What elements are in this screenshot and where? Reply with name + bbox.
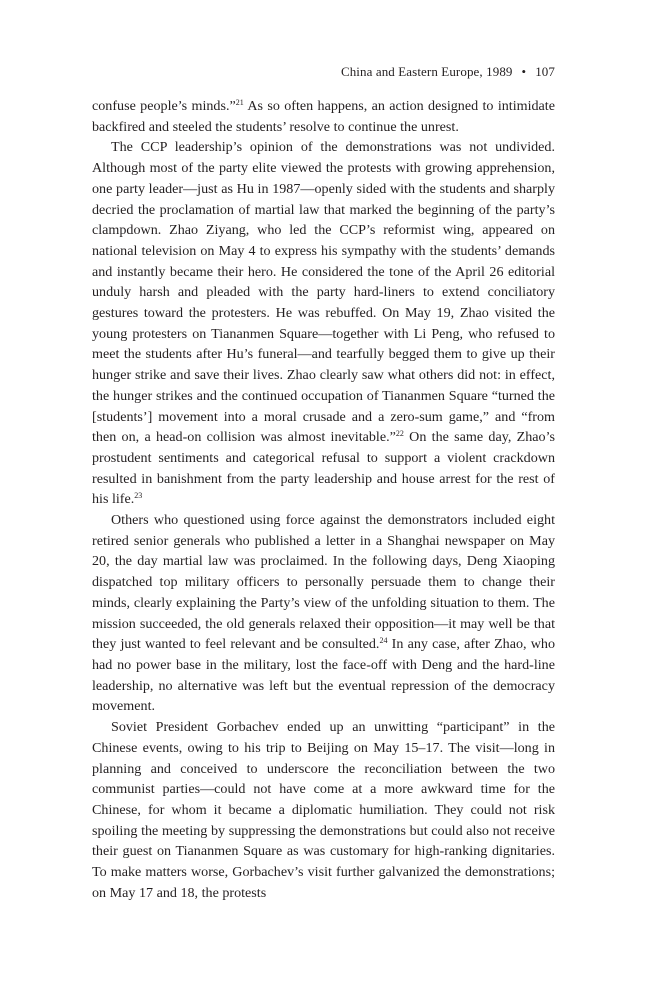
paragraph-4 bbox=[92, 717, 555, 903]
footnote-ref-23: 23 bbox=[134, 491, 143, 501]
footnote-ref-21: 21 bbox=[235, 98, 244, 107]
paragraph-2-text-b: On the same day, Zhao’s prostudent sentiments and categorical refusal to support a violent crackdown resulted in banishment from the party leadership and house arrest for the rest of his life. bbox=[92, 429, 555, 508]
paragraph-1-text-a: confuse people’s minds.” bbox=[92, 98, 236, 114]
paragraph-3-text-b: In any case, after Zhao, who had no power base in the military, lost the face-off with Deng and the hard-line leadership, no alternative was left but the eventual repression of the democracy movement. bbox=[92, 636, 556, 715]
header-separator: • bbox=[521, 64, 527, 79]
paragraph-2-text-a: The CCP leadership’s opinion of the demonstrations was not undivided. Although most of the party elite viewed the protests with growing apprehension, one party leader—just as Hu in 1987—openly sided with the students and sharply decried the proclamation of martial law that marked the beginning of the party’s clampdown. Zhao Ziyang, who led the CCP’s reformist wing, appeared on national television on May 4 to express his sympathy with the students’ demands and instantly became their hero. He considered the tone of the April 26 editorial unduly harsh and pleaded with the party hard-liners to extend conciliatory gestures toward the protesters. He was rebuffed. On May 19, Zhao visited the young protesters on Tiananmen Square—together with Li Peng, who refused to meet the students after Hu’s funeral—and tearfully begged them to give up their hunger strike and save their lives. Zhao clearly saw what others did not: in effect, the hunger strikes and the continued occupation of Tiananmen Square “turned the [students’] movement into a moral crusade and a zero-sum game,” and “from then on, a head-on collision was almost inevitable.” bbox=[92, 139, 555, 446]
paragraph-1 bbox=[92, 96, 555, 137]
paragraph-3-text-a: Others who questioned using force against the demonstrators included eight retired senior generals who published a letter in a Shanghai newspaper on May 20, the day martial law was proclaimed. In the following days, Deng Xiaoping dispatched top military officers to personally persuade them to change their minds, clearly explaining the Party’s view of the unfolding situation to them. The mission succeeded, the old generals relaxed their opposition—it may well be that they just wanted to feel relevant and be consulted. bbox=[92, 512, 555, 653]
paragraph-1-text-b: As so often happens, an action designed to intimidate backfired and steeled the students’ resolve to continue the unrest. bbox=[92, 98, 555, 135]
footnote-ref-22: 22 bbox=[395, 429, 404, 439]
paragraph-4-text: Soviet President Gorbachev ended up an unwitting “participant” in the Chinese events, owing to his trip to Beijing on May 15–17. The visit—long in planning and conceived to underscore the reconciliation between the two communist parties—could not have come at a more awkward time for the Chinese, for whom it became a diplomatic humiliation. They could not risk spoiling the meeting by suppressing the demonstrations but could also not receive their guest on Tiananmen Square as was customary for high-ranking dignitaries. To make matters worse, Gorbachev’s visit further galvanized the demonstrations; on May 17 and 18, the protests bbox=[92, 719, 555, 901]
paragraph-2 bbox=[92, 137, 555, 510]
paragraph-3 bbox=[92, 510, 555, 717]
body-text bbox=[92, 96, 555, 903]
footnote-ref-24: 24 bbox=[379, 636, 388, 646]
running-head bbox=[341, 64, 555, 80]
page-number: 107 bbox=[535, 64, 555, 79]
running-title: China and Eastern Europe, 1989 bbox=[340, 64, 513, 79]
